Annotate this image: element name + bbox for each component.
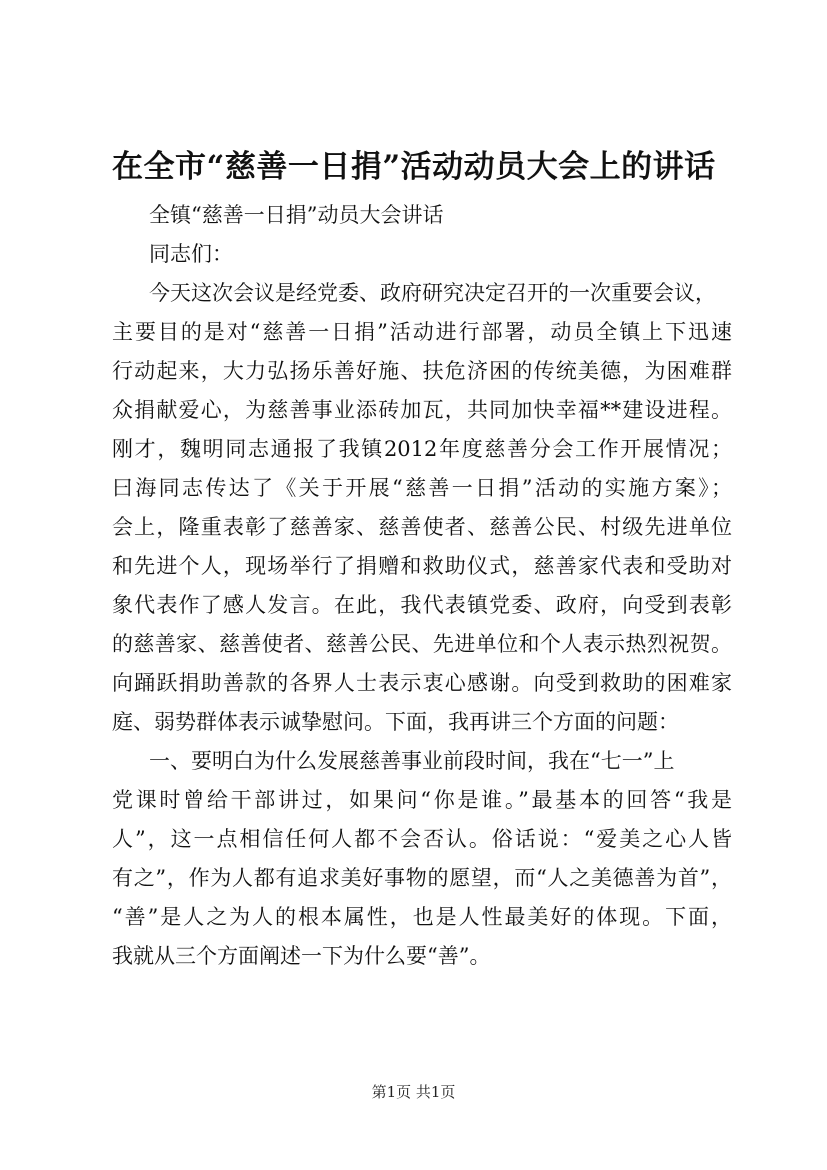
paragraph-line: 向踊跃捐助善款的各界人士表示衷心感谢。向受到救助的困难家 — [112, 671, 732, 695]
paragraph-line: 和先进个人，现场举行了捐赠和救助仪式，慈善家代表和受助对 — [112, 554, 732, 578]
paragraph-line: 众捐献爱心，为慈善事业添砖加瓦，共同加快幸福**建设进程。 — [112, 398, 732, 422]
paragraph-line: 象代表作了感人发言。在此，我代表镇党委、政府，向受到表彰 — [112, 593, 732, 617]
paragraph-line: 党课时曾给干部讲过，如果问“你是谁。”最基本的回答“我是 — [112, 788, 732, 812]
paragraph-line: 曰海同志传达了《关于开展“慈善一日捐”活动的实施方案》； — [112, 476, 732, 500]
paragraph-line: 人”，这一点相信任何人都不会否认。俗话说：“爱美之心人皆 — [112, 827, 732, 851]
paragraph-line: 一、要明白为什么发展慈善事业前段时间，我在“七一”上 — [149, 749, 675, 773]
paragraph-line: 主要目的是对“慈善一日捐”活动进行部署，动员全镇上下迅速 — [112, 320, 732, 344]
document-body — [112, 196, 732, 976]
paragraph-line: 庭、弱势群体表示诚挚慰问。下面，我再讲三个方面的问题： — [112, 710, 679, 734]
paragraph-line: 我就从三个方面阐述一下为什么要“善”。 — [112, 944, 491, 968]
paragraph-line: 刚才，魏明同志通报了我镇2012年度慈善分会工作开展情况； — [112, 437, 732, 461]
paragraph-line: 行动起来，大力弘扬乐善好施、扶危济困的传统美德，为困难群 — [112, 359, 732, 383]
paragraph-line: 有之”，作为人都有追求美好事物的愿望，而“人之美德善为首”， — [112, 866, 732, 890]
salutation-line: 同志们： — [149, 242, 233, 266]
document-title: 在全市“慈善一日捐”活动动员大会上的讲话 — [112, 149, 716, 185]
paragraph-line: “善”是人之为人的根本属性，也是人性最美好的体现。下面， — [112, 905, 732, 929]
paragraph-line: 今天这次会议是经党委、政府研究决定召开的一次重要会议， — [149, 281, 716, 305]
page-footer: 第1页 共1页 — [371, 1083, 456, 1101]
paragraph-line: 会上，隆重表彰了慈善家、慈善使者、慈善公民、村级先进单位 — [112, 515, 732, 539]
paragraph-line: 的慈善家、慈善使者、慈善公民、先进单位和个人表示热烈祝贺。 — [112, 632, 732, 656]
subtitle-line: 全镇“慈善一日捐”动员大会讲话 — [149, 203, 444, 227]
